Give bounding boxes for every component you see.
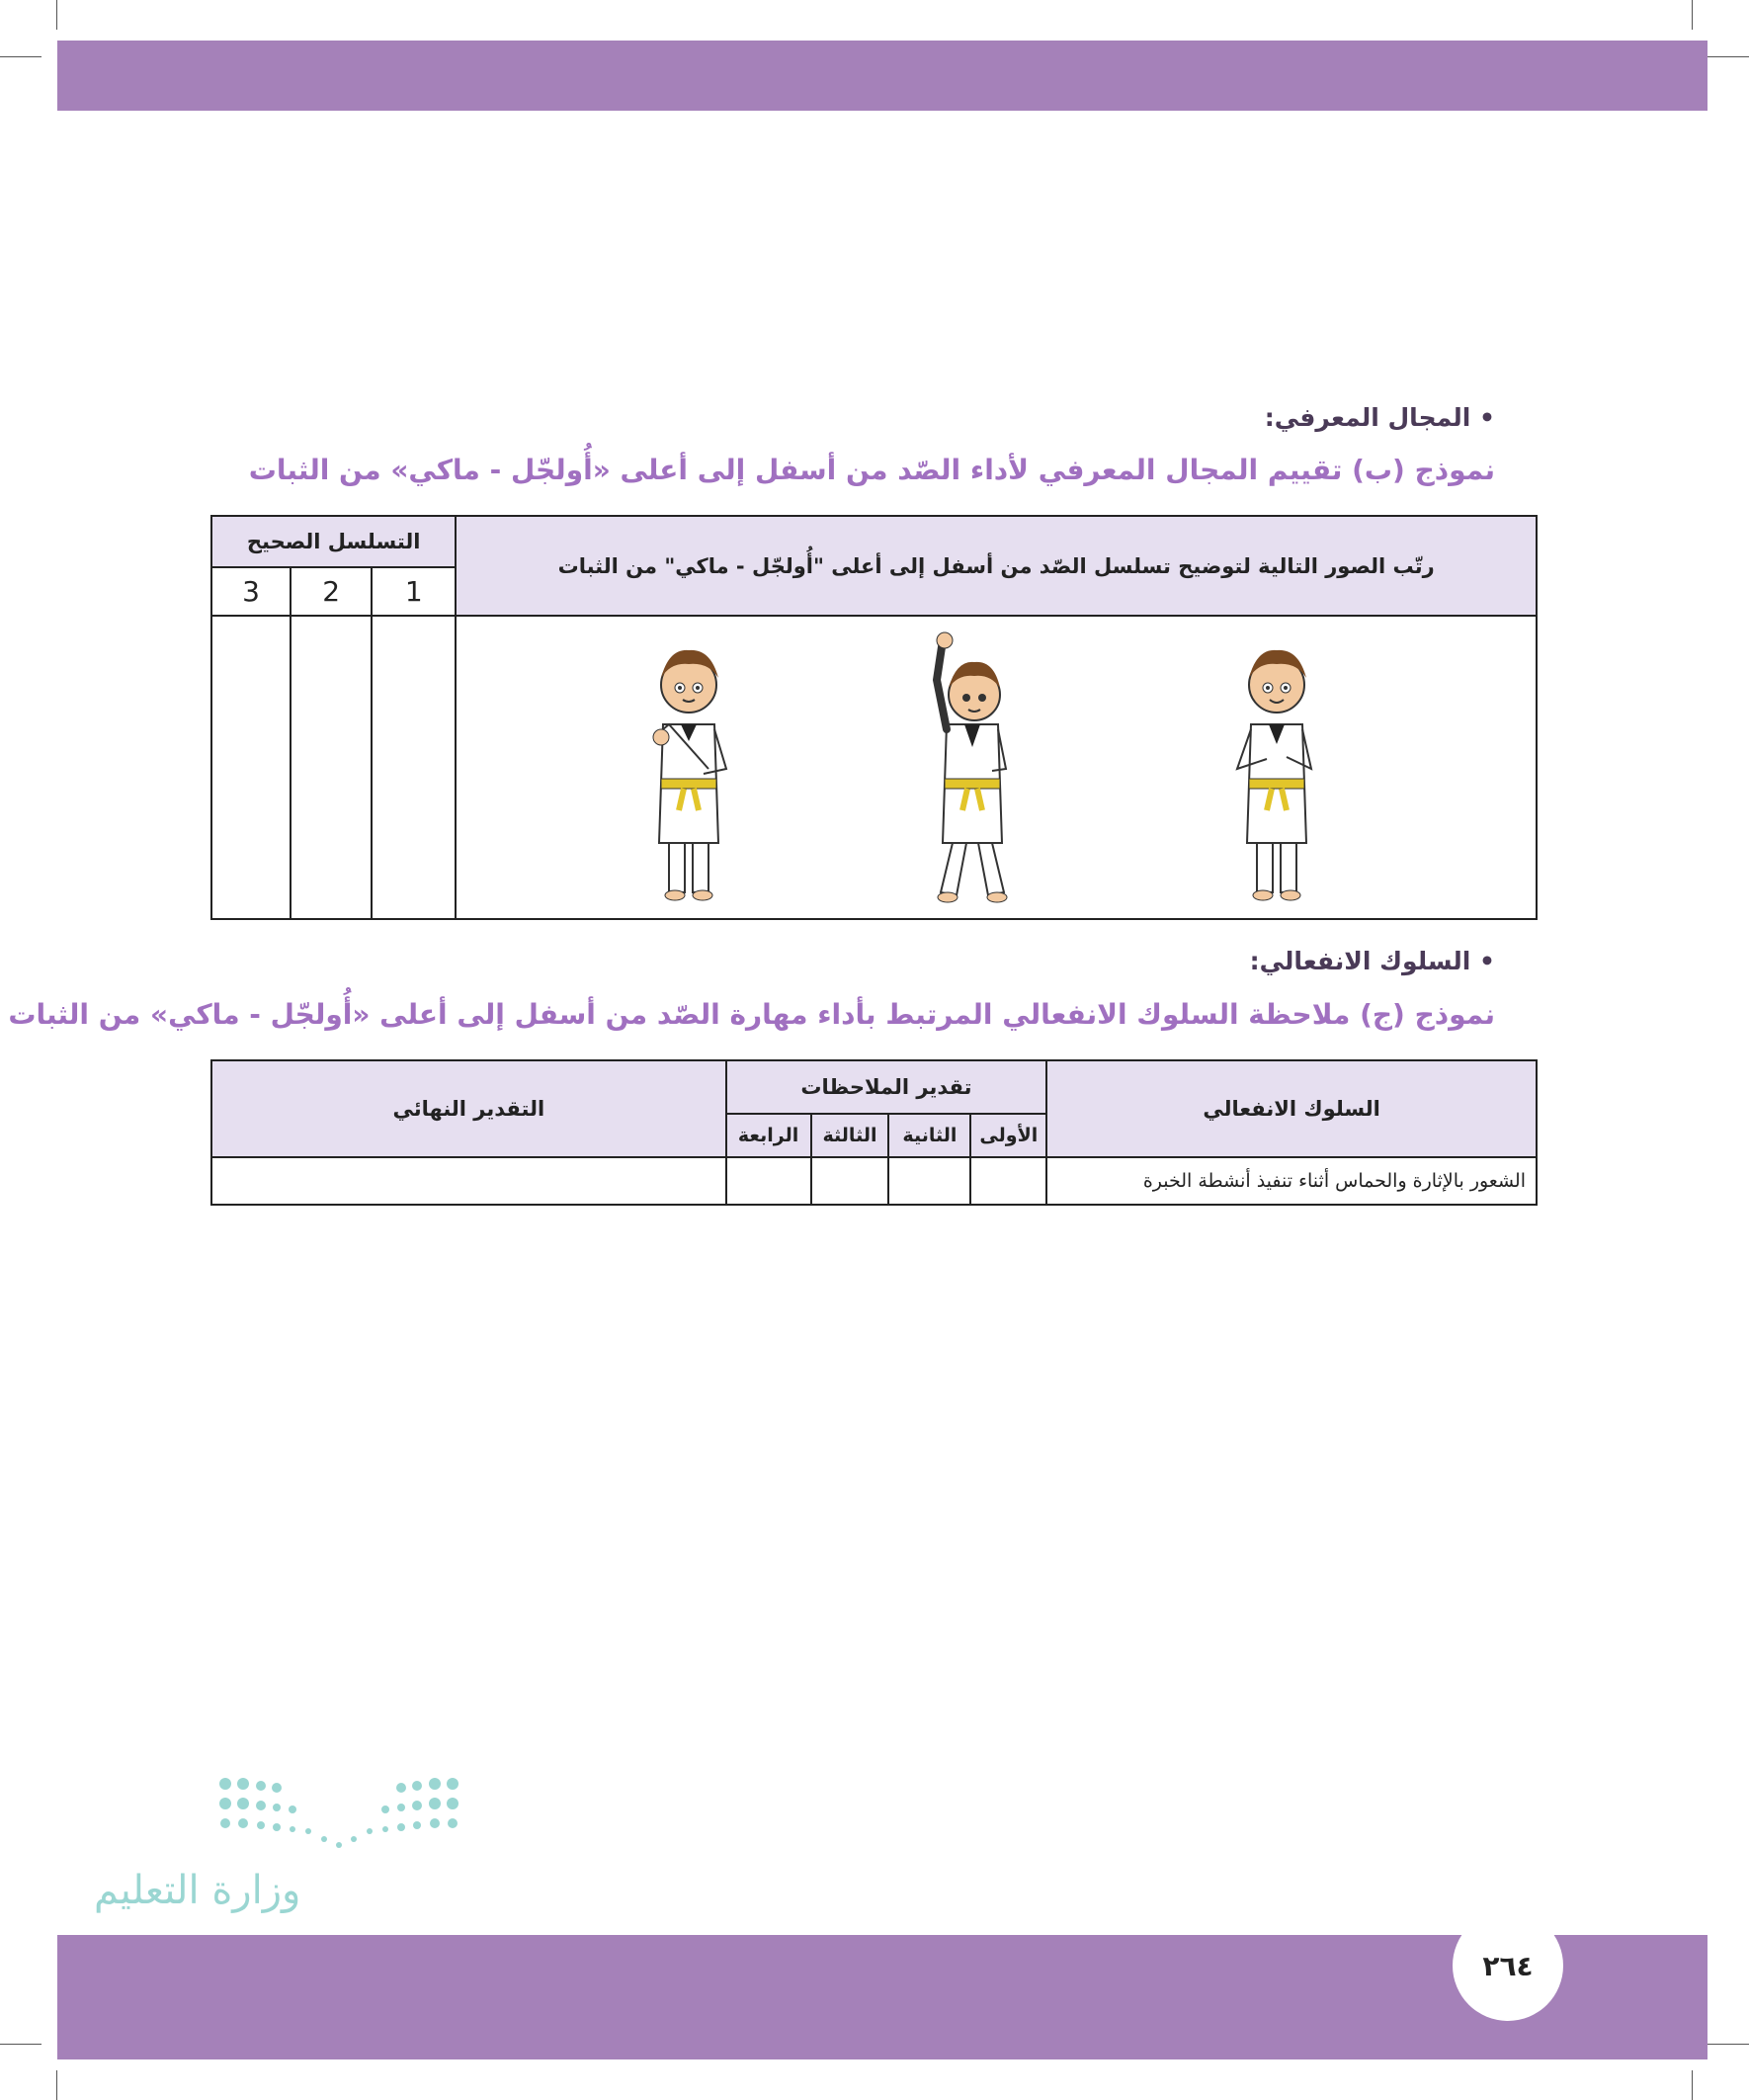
obs-first: الأولى — [970, 1114, 1046, 1157]
section-heading-affective: • السلوك الانفعالي: — [1249, 947, 1495, 975]
crop-mark — [56, 0, 57, 30]
form-b-title: نموذج (ب) تقييم المجال المعرفي لأداء الصّد من أسفل إلى أعلى «أُولجّل - ماكي» من الثبات — [248, 454, 1495, 486]
crop-mark — [1707, 56, 1749, 57]
sequence-table — [210, 515, 1538, 920]
karate-kid-pose-1 — [1227, 630, 1326, 907]
crop-mark — [0, 56, 42, 57]
behavior-header: السلوك الانفعالي — [1046, 1060, 1537, 1157]
crop-mark — [1692, 0, 1693, 30]
seq-number-1: 1 — [372, 567, 456, 616]
crop-mark — [0, 2044, 42, 2045]
obs-fourth: الرابعة — [726, 1114, 811, 1157]
obs-third: الثالثة — [811, 1114, 889, 1157]
instruction-cell — [456, 516, 1537, 616]
crop-mark — [1692, 2070, 1693, 2100]
observation-table — [210, 1059, 1538, 1206]
obs-cell-2[interactable] — [888, 1157, 970, 1205]
answer-cell-2[interactable] — [291, 616, 372, 919]
page-number: ٢٦٤ — [1453, 1910, 1563, 2021]
answer-cell-1[interactable] — [372, 616, 456, 919]
instruction-text: رتّب الصور التالية لتوضيح تسلسل الصّد من أسفل إلى أعلى "أُولجّل - ماكي" من الثبات — [557, 553, 1435, 578]
form-c-title: نموذج (ج) ملاحظة السلوك الانفعالي المرتبط بأداء مهارة الصّد من أسفل إلى أعلى «أُولجّل - ماكي» من الثبات — [8, 998, 1495, 1031]
karate-kid-pose-3 — [639, 630, 738, 907]
karate-kid-pose-2 — [923, 630, 1022, 907]
final-rating-header: التقدير النهائي — [211, 1060, 726, 1157]
crop-mark — [1707, 2044, 1749, 2045]
answer-cell-3[interactable] — [211, 616, 291, 919]
header-band — [57, 41, 1707, 111]
behavior-row-label: الشعور بالإثارة والحماس أثناء تنفيذ أنشطة الخبرة — [1046, 1157, 1537, 1205]
images-cell — [456, 616, 1537, 919]
seq-number-2: 2 — [291, 567, 372, 616]
section-heading-cognitive: • المجال المعرفي: — [1264, 403, 1495, 432]
crop-mark — [56, 2070, 57, 2100]
ministry-name: وزارة التعليم — [94, 1868, 301, 1913]
obs-cell-3[interactable] — [811, 1157, 889, 1205]
ministry-logo-icon — [215, 1774, 462, 1853]
observations-header: تقدير الملاحظات — [726, 1060, 1047, 1114]
obs-second: الثانية — [888, 1114, 970, 1157]
obs-cell-1[interactable] — [970, 1157, 1046, 1205]
final-rating-cell[interactable] — [211, 1157, 726, 1205]
obs-cell-4[interactable] — [726, 1157, 811, 1205]
seq-number-3: 3 — [211, 567, 291, 616]
sequence-header: التسلسل الصحيح — [211, 516, 456, 567]
